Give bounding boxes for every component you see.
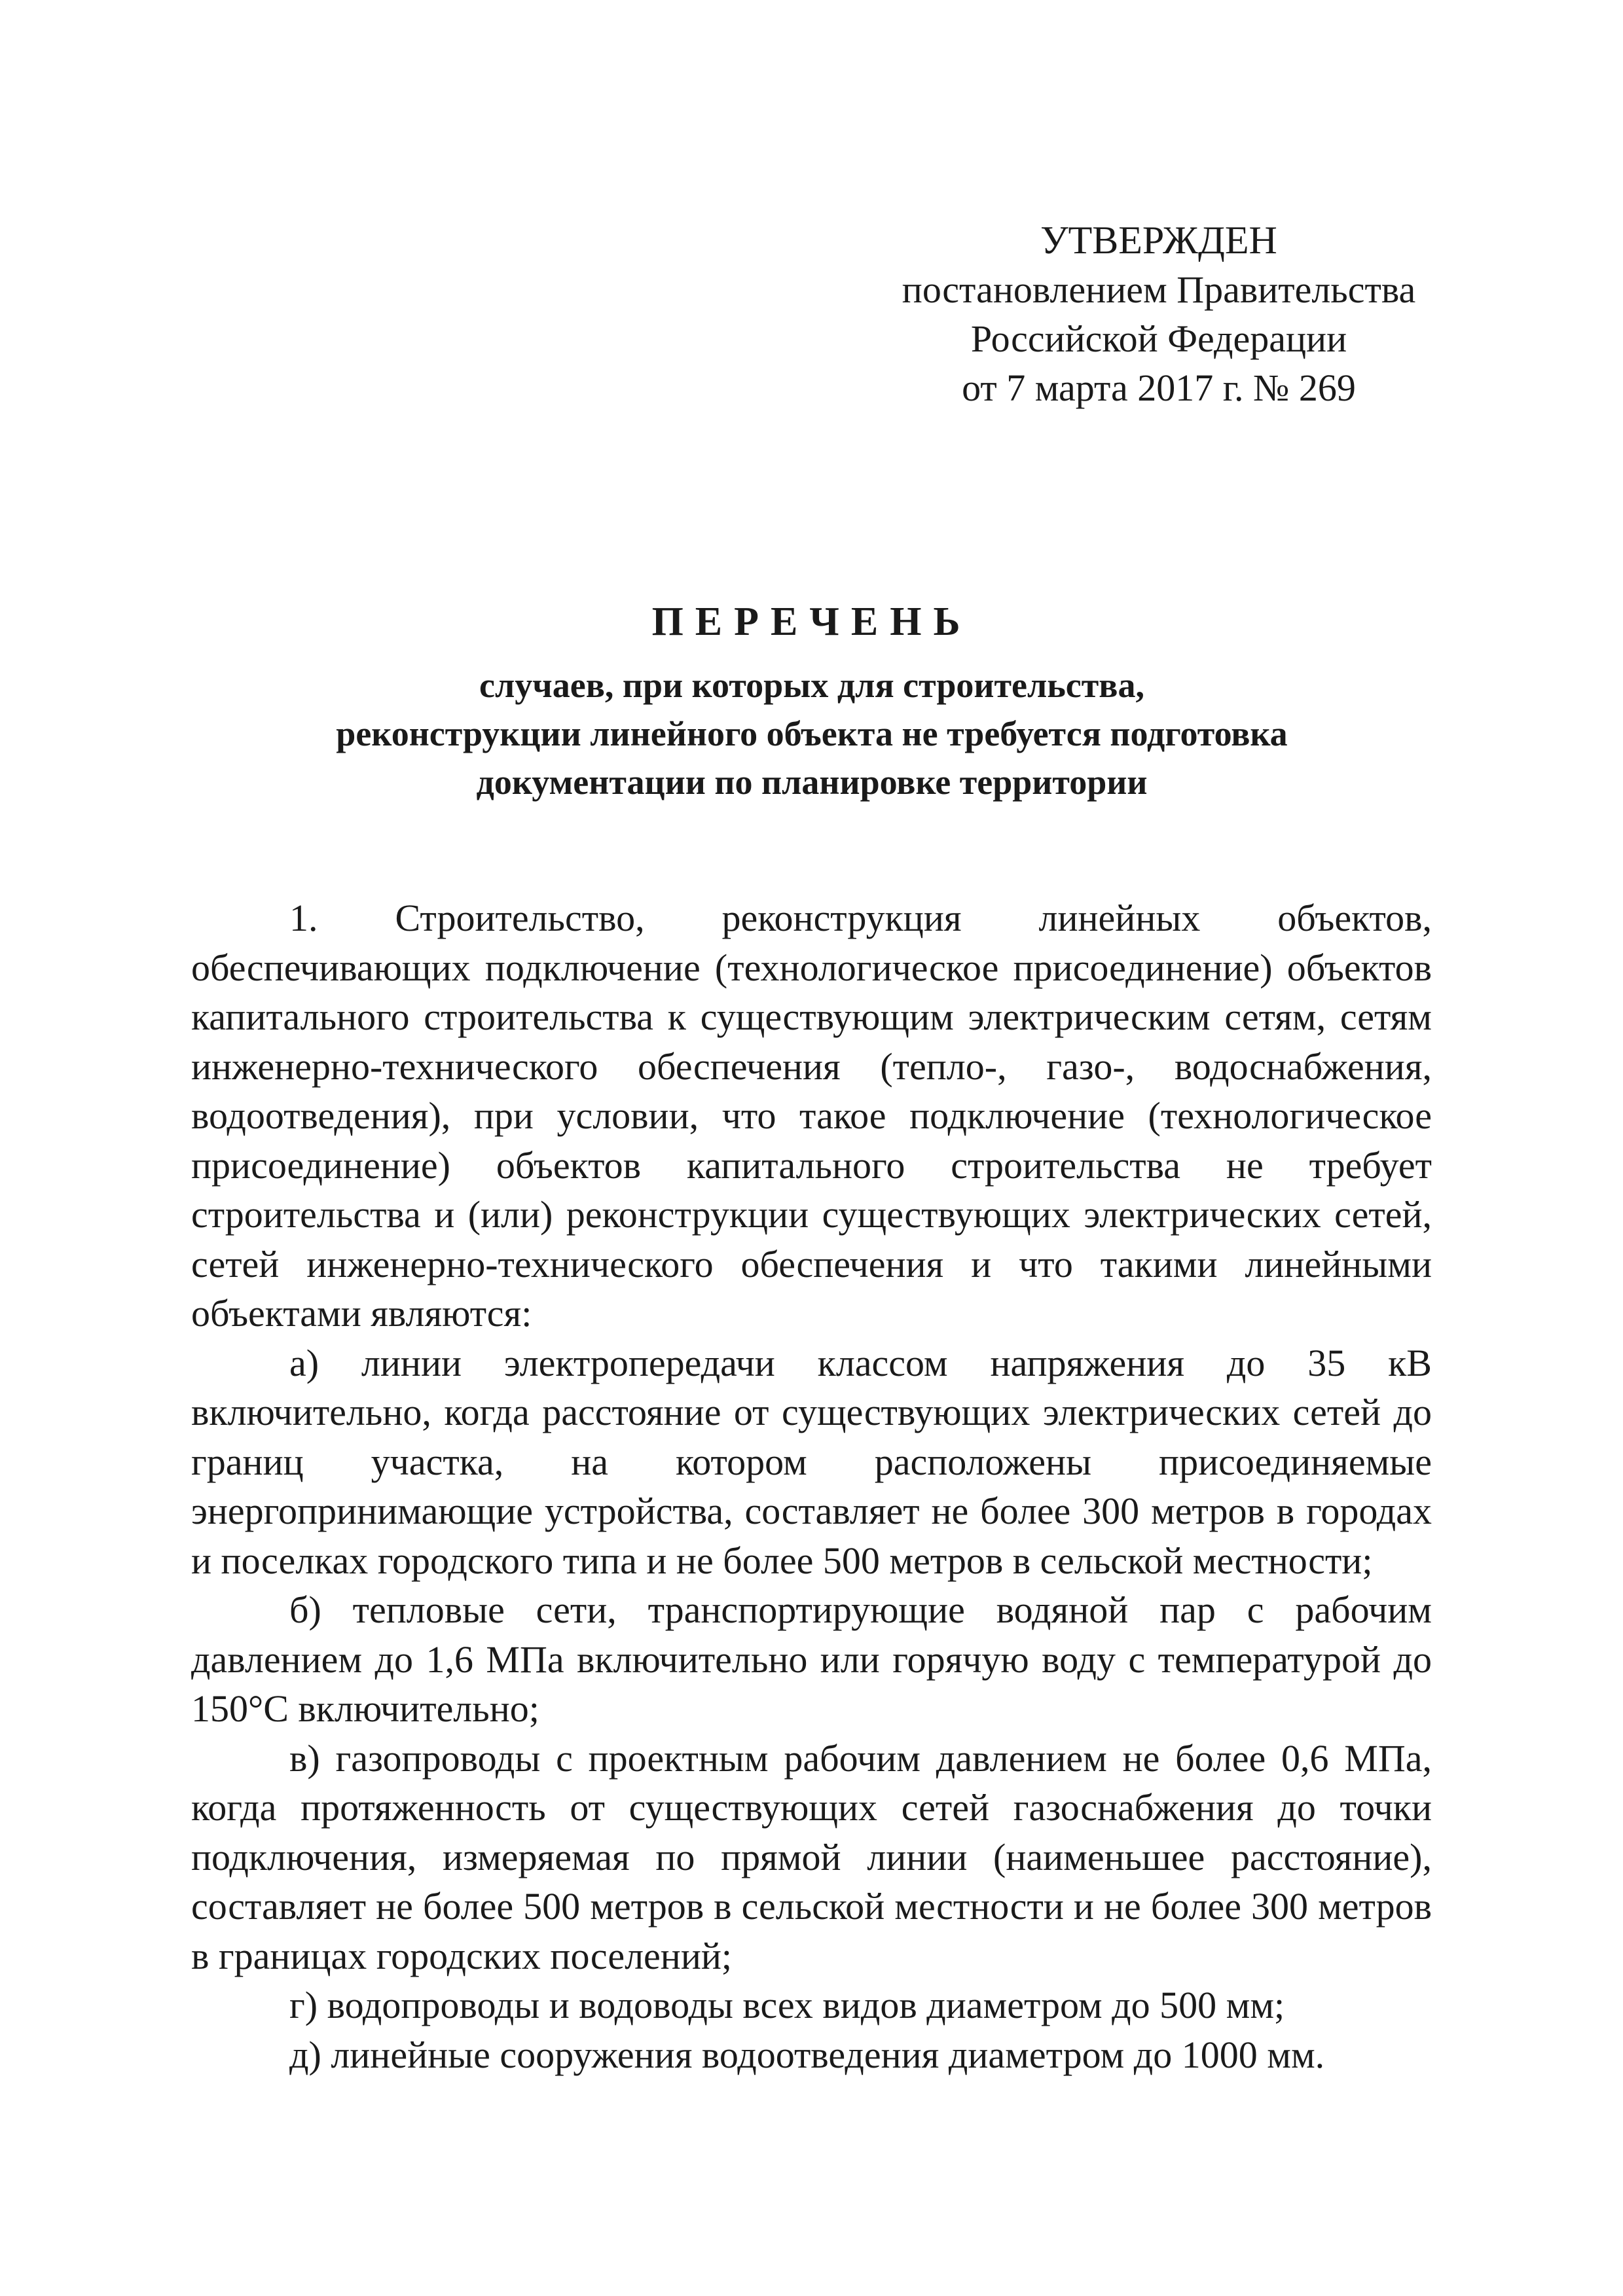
- paragraph-1: 1. Строительство, реконструкция линейных объектов, обеспечивающих подключение (технологическое присоединение) объектов капитального строительства к существующим электрическим сетям, сетям инженерно-технического обеспечения (тепло-, газо-, водоснабжения, водоотведения), при условии, что такое подключение (технологическое присоединение) объектов капитального строительства не требует строительства и (или) реконструкции существующих электрических сетей, сетей инженерно-технического обеспечения и что такими линейными объектами являются:: [191, 897, 1432, 1335]
- item-a: а) линии электропередачи классом напряжения до 35 кВ включительно, когда расстояние от существующих электрических сетей до границ участка, на котором расположены присоединяемые энергопринимающие устройства, составляет не более 300 метров в городах и поселках городского типа и не более 500 метров в сельской местности;: [191, 1341, 1432, 1582]
- approval-status: УТВЕРЖДЕН: [1040, 219, 1277, 262]
- item-d: д) линейные сооружения водоотведения диаметром до 1000 мм.: [289, 2033, 1325, 2076]
- subtitle-line-3: документации по планировке территории: [476, 762, 1148, 802]
- item-v: в) газопроводы с проектным рабочим давлением не более 0,6 МПа, когда протяженность от существующих сетей газоснабжения до точки подключения, измеряемая по прямой линии (наименьшее расстояние), составляет не более 500 метров в сельской местности и не более 300 метров в границах городских поселений;: [191, 1736, 1432, 1977]
- item-g: г) водопроводы и водоводы всех видов диаметром до 500 мм;: [289, 1984, 1285, 2026]
- document-body: [191, 893, 1432, 2079]
- subtitle-line-2: реконструкции линейного объекта не требуется подготовка: [336, 714, 1288, 753]
- approval-line-2: Российской Федерации: [970, 317, 1347, 360]
- approval-line-1: постановлением Правительства: [902, 268, 1416, 311]
- document-title: ПЕРЕЧЕНЬ: [651, 600, 972, 644]
- approval-date-number: от 7 марта 2017 г. № 269: [962, 367, 1356, 409]
- item-b: б) тепловые сети, транспортирующие водяной пар с рабочим давлением до 1,6 МПа включительно или горячую воду с температурой до 150°С включительно;: [191, 1588, 1432, 1730]
- document-subtitle: [190, 661, 1434, 806]
- approval-stamp: [871, 216, 1447, 412]
- subtitle-line-1: случаев, при которых для строительства,: [479, 666, 1144, 705]
